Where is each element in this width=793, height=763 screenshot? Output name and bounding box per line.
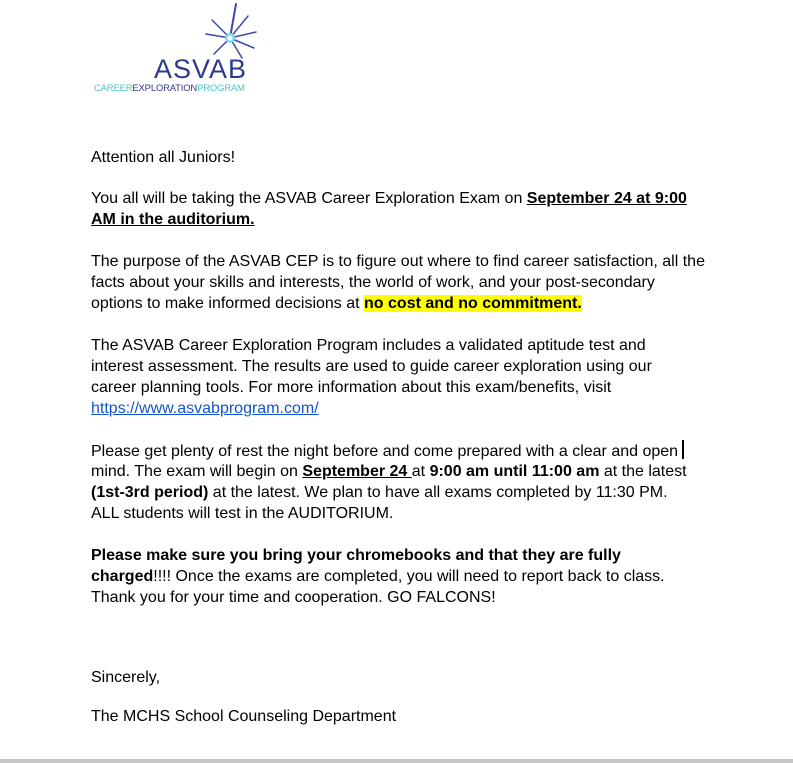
highlighted-text: no cost and no commitment.: [364, 295, 582, 312]
logo-subtitle: CAREEREXPLORATIONPROGRAM: [94, 83, 245, 94]
rest-line-4: ALL students will test in the AUDITORIUM.: [91, 505, 394, 522]
star-burst-icon: [88, 2, 258, 62]
asvab-cep-logo: [88, 2, 258, 94]
closing: Sincerely,: [91, 669, 161, 686]
purpose-line-3: options to make informed decisions at no cost and no commitment.: [91, 295, 582, 312]
page-bottom-border: [0, 759, 793, 763]
program-line-3: career planning tools. For more information about this exam/benefits, visit: [91, 379, 612, 396]
asvab-program-link[interactable]: https://www.asvabprogram.com/: [91, 400, 319, 417]
purpose-line-1: The purpose of the ASVAB CEP is to figure out where to find career satisfaction, all the: [91, 253, 705, 270]
chromebook-line-2: charged!!!! Once the exams are completed, you will need to report back to class.: [91, 568, 665, 585]
rest-line-2: mind. The exam will begin on September 24 at 9:00 am until 11:00 am at the latest: [91, 463, 687, 480]
chromebook-line-1: Please make sure you bring your chromebooks and that they are fully: [91, 547, 621, 564]
exam-notice-line-2: AM in the auditorium.: [91, 211, 255, 228]
logo-title: ASVAB: [154, 54, 248, 84]
signature: The MCHS School Counseling Department: [91, 708, 397, 725]
text-cursor: [682, 440, 684, 459]
exam-notice-line-1: You all will be taking the ASVAB Career Exploration Exam on September 24 at 9:00: [91, 190, 687, 207]
chromebook-line-3: Thank you for your time and cooperation. GO FALCONS!: [91, 589, 496, 606]
greeting: Attention all Juniors!: [91, 149, 236, 166]
program-line-2: interest assessment. The results are used to guide career exploration using our: [91, 358, 652, 375]
rest-line-1: Please get plenty of rest the night before and come prepared with a clear and open: [91, 440, 684, 462]
rest-line-3: (1st-3rd period) at the latest. We plan to have all exams completed by 11:30 PM.: [91, 484, 668, 501]
purpose-line-2: facts about your skills and interests, the world of work, and your post-secondary: [91, 274, 655, 291]
program-line-1: The ASVAB Career Exploration Program includes a validated aptitude test and: [91, 337, 646, 354]
